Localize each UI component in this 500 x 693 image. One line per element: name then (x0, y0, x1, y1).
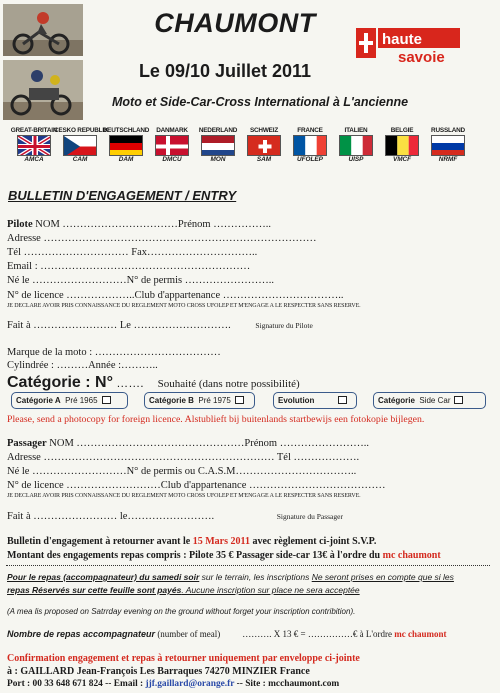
passager-licence-club-field[interactable]: N° de licence ………………………Club d'appartenance ………………………………… (7, 480, 386, 491)
passager-label: Passager (7, 438, 47, 449)
category-number-field[interactable]: ……. (112, 376, 144, 390)
federation-name: NRMF (438, 156, 458, 163)
country-name: CESKO REPUBLIK (54, 127, 109, 134)
sidecar-photo (3, 60, 83, 120)
category-wish-note: Souhaité (dans notre possibilité) (157, 378, 300, 390)
pilote-name-line[interactable] (7, 219, 271, 230)
entry-fees (7, 550, 441, 561)
federation-name: AMCA (24, 156, 44, 163)
flag-russia (422, 127, 474, 163)
category-b-label: Catégorie B (149, 396, 194, 405)
pilote-tel-fax-field[interactable]: Tél ………………………… Fax………………………….. (7, 247, 258, 258)
meal-note-text: sur le terrain, les inscriptions (199, 572, 312, 582)
bike-cc-year-field[interactable]: Cylindrée : ………Année :……….. (7, 360, 158, 371)
russian-flag-icon (431, 135, 465, 156)
category-a-option[interactable] (11, 392, 128, 409)
flag-czech (54, 127, 109, 163)
federation-name: UISP (348, 156, 364, 163)
federation-name: MON (210, 156, 226, 163)
event-date: Le 09/10 Juillet 2011 (138, 61, 312, 81)
meal-note-line-1 (7, 572, 454, 582)
flag-netherlands (192, 127, 244, 163)
evolution-label: Evolution (278, 396, 315, 405)
logo-text-savoie: savoie (398, 49, 445, 66)
divider (6, 565, 490, 566)
meal-note-line-2 (7, 585, 360, 595)
flag-great-britain (8, 127, 60, 163)
belgian-flag-icon (385, 135, 419, 156)
pilote-fait-a[interactable]: Fait à …………………… Le ………………………. (7, 320, 231, 331)
federation-name: VMCF (392, 156, 412, 163)
country-name: FRANCE (297, 127, 323, 134)
country-name: ITALIEN (344, 127, 368, 134)
confirmation-text: Confirmation engagement et repas à retourner uniquement par enveloppe ci-jointe (7, 653, 360, 664)
passager-address-tel-field[interactable]: Adresse ………………………………………………………… Tél ………………. (7, 452, 360, 463)
passager-name-field[interactable]: NOM …………………………………………Prénom …………………….. (46, 438, 369, 449)
passager-birth-permit-field[interactable]: Né le ………………………N° de permis ou C.A.S.M…………………………….. (7, 466, 357, 477)
federation-name: CAM (72, 156, 88, 163)
contact-line (7, 679, 339, 689)
meal-note-bold-2: repas Réservés sur cette feuille sont payés (7, 585, 182, 595)
country-name: DANMARK (156, 127, 188, 134)
country-name: GREAT-BRITAIN (10, 127, 58, 134)
contact-phone: Port : 00 33 648 671 824 -- Email : (7, 679, 146, 689)
english-meal-note: (A mea lis proposed on Satrrday evening on the ground without forget your inscription contribition). (7, 607, 356, 616)
meal-count-club: mc chaumont (394, 629, 447, 639)
return-deadline (7, 536, 376, 547)
return-deadline-date: 15 Mars 2011 (192, 536, 250, 547)
haute-savoie-logo (356, 26, 462, 66)
pilote-signature-label: Signature du Pilote (255, 321, 313, 330)
federation-name: UFOLEP (297, 156, 323, 163)
flag-france (284, 127, 336, 163)
country-flags (8, 127, 465, 169)
sidecar-option[interactable] (373, 392, 486, 409)
sidecar-checkbox[interactable] (454, 396, 463, 404)
flag-denmark (146, 127, 198, 163)
meal-count-label: Nombre de repas accompagnateur (7, 629, 156, 639)
country-name: BELGIE (390, 127, 414, 134)
passager-signature-label: Signature du Passager (276, 512, 343, 521)
contact-site[interactable]: -- Site : mcchaumont.com (234, 679, 340, 689)
pilote-name-field[interactable]: NOM ……………………………Prénom …………….. (32, 219, 271, 230)
swiss-flag-icon (247, 135, 281, 156)
meal-note-underlined: Ne seront prises en compte que si les (311, 572, 454, 582)
country-name: SCHWEIZ (249, 127, 279, 134)
pilote-address-field[interactable]: Adresse …………………………………………………………………… (7, 233, 317, 244)
dutch-flag-icon (201, 135, 235, 156)
flag-belgium (376, 127, 428, 163)
category-label: Catégorie : N° (7, 374, 113, 391)
federation-name: DMCU (162, 156, 182, 163)
passager-place-date-field[interactable] (7, 511, 343, 522)
pilote-declaration: JE DECLARE AVOIR PRIS CONNAISSANCE DU REGLEMENT MOTO CROSS UFOLEP ET M'ENGAGE A LE RESPECTER SANS RESERVE. (7, 303, 361, 309)
category-a-checkbox[interactable] (102, 396, 111, 404)
french-flag-icon (293, 135, 327, 156)
category-a-detail: Pré 1965 (65, 396, 98, 405)
confirmation-note (7, 653, 360, 664)
federation-name: SAM (256, 156, 272, 163)
pilote-birth-permit-field[interactable]: Né le ………………………N° de permis …………………….. (7, 275, 274, 286)
flag-germany (100, 127, 152, 163)
meal-note-underlined-2: . Aucune inscription sur place ne sera acceptée (181, 585, 360, 595)
meal-count-line[interactable] (7, 629, 446, 639)
country-name: NEDERLAND (198, 127, 238, 134)
category-b-detail: Pré 1975 (198, 396, 231, 405)
photocopy-note: Please, send a photocopy for foreign licence. Alstublieft bij buitenlands startbewijs een fotokopie bijlegen. (7, 414, 425, 425)
category-b-option[interactable] (144, 392, 255, 409)
uk-flag-icon (17, 135, 51, 156)
pilote-licence-club-field[interactable]: N° de licence ………………..Club d'appartenance …………………………….. (7, 290, 344, 301)
country-name: RUSSLAND (431, 127, 465, 134)
category-line (7, 374, 300, 392)
bike-brand-field[interactable]: Marque de la moto : ……………………………… (7, 347, 221, 358)
contact-email-link[interactable]: jjf.gaillard@orange.fr (145, 679, 235, 689)
return-deadline-text: Bulletin d'engagement à retourner avant le (7, 536, 193, 547)
pilote-label: Pilote (7, 219, 33, 230)
czech-flag-icon (63, 135, 97, 156)
flag-switzerland (238, 127, 290, 163)
category-b-checkbox[interactable] (235, 396, 244, 404)
federation-name: DAM (118, 156, 134, 163)
country-name: DEUTSCHLAND (102, 127, 150, 134)
flag-italy (330, 127, 382, 163)
meal-note-bold: Pour le repas (accompagnateur) du samedi soir (7, 572, 200, 582)
event-subtitle: Moto et Side-Car-Cross International à L'ancienne (112, 95, 409, 109)
return-address (7, 666, 310, 677)
german-flag-icon (109, 135, 143, 156)
logo-text-haute: haute (382, 31, 423, 48)
category-a-label: Catégorie A (16, 396, 61, 405)
pilote-place-date-field[interactable] (7, 320, 313, 331)
evolution-checkbox[interactable] (338, 396, 347, 404)
passager-name-line[interactable] (7, 438, 369, 449)
meal-count-field[interactable]: ………. X 13 € = ……………€ à L'ordre (242, 629, 395, 639)
italian-flag-icon (339, 135, 373, 156)
entry-fees-club: mc chaumont (382, 550, 441, 561)
evolution-option[interactable] (273, 392, 357, 409)
pilote-email-field[interactable]: Email : …………………………………………………… (7, 261, 251, 272)
return-deadline-text-2: avec règlement ci-joint S.V.P. (249, 536, 377, 547)
sidecar-label: Catégorie (378, 396, 415, 405)
entry-fees-text: Montant des engagements repas compris : Pilote 35 € Passager side-car 13€ à l'ordre du (7, 550, 383, 561)
passager-fait-a[interactable]: Fait à …………………… le……………………. (7, 511, 215, 522)
danish-flag-icon (155, 135, 189, 156)
return-address-text: à : GAILLARD Jean-François Les Barraques 74270 MINZIER France (7, 666, 310, 677)
passager-declaration: JE DECLARE AVOIR PRIS CONNAISSANCE DU REGLEMENT MOTO CROSS UFOLEP ET M'ENGAGE A LE RESPECTER SANS RESERVE. (7, 493, 361, 499)
motocross-photo-top (3, 4, 83, 56)
sidecar-detail: Side Car (419, 396, 451, 405)
meal-count-english: (number of meal) (155, 629, 221, 639)
page-title: CHAUMONT (154, 8, 316, 38)
bulletin-title: BULLETIN D'ENGAGEMENT / ENTRY (8, 188, 237, 203)
